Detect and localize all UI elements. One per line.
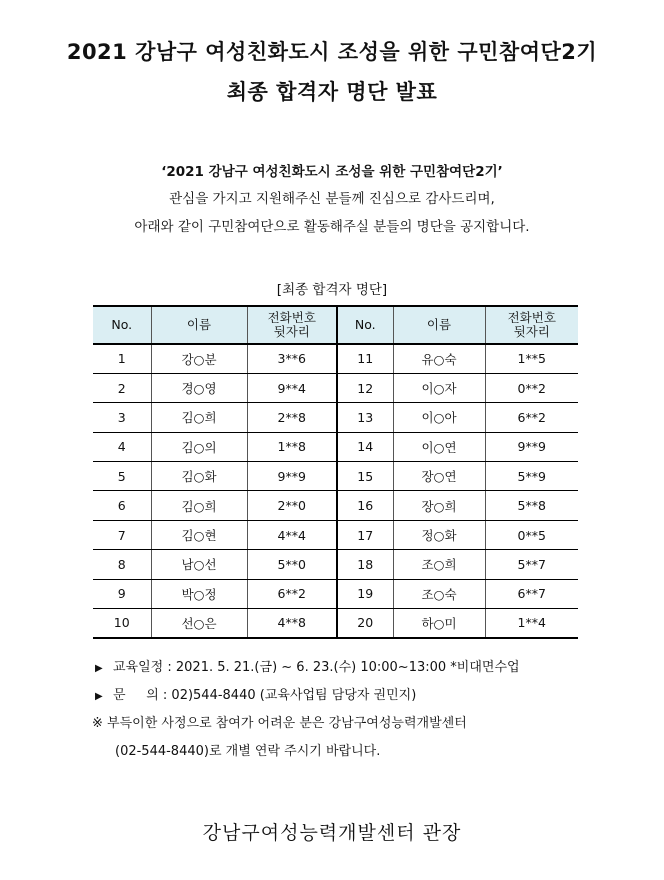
cell-name: 김○현 <box>151 520 247 549</box>
cell-name: 장○연 <box>393 462 485 491</box>
cell-no: 13 <box>337 403 393 432</box>
cell-no: 11 <box>337 344 393 373</box>
table-row <box>93 550 578 579</box>
cell-no: 8 <box>93 550 151 579</box>
table-row <box>93 373 578 402</box>
table-row <box>93 520 578 549</box>
cell-phone: 5**9 <box>485 462 578 491</box>
header-phone: 전화번호 뒷자리 <box>247 306 337 344</box>
cell-name: 강○분 <box>151 344 247 373</box>
intro-thanks: 관심을 가지고 지원해주신 분들께 진심으로 감사드리며, <box>169 191 495 207</box>
table-row <box>93 403 578 432</box>
cell-phone: 5**7 <box>485 550 578 579</box>
cell-name: 박○정 <box>151 579 247 608</box>
cell-no: 10 <box>93 609 151 638</box>
cell-name: 조○희 <box>393 550 485 579</box>
cell-phone: 4**8 <box>247 609 337 638</box>
cell-phone: 5**0 <box>247 550 337 579</box>
cell-no: 19 <box>337 579 393 608</box>
notice-line2: (02-544-8440)로 개별 연락 주시기 바랍니다. <box>115 744 381 759</box>
cell-name: 조○숙 <box>393 579 485 608</box>
document-title-line2: 최종 합격자 명단 발표 <box>226 80 438 104</box>
contact-info <box>95 684 416 703</box>
notice-line1: ※ 부득이한 사정으로 참여가 어려운 분은 강남구여성능력개발센터 <box>92 716 467 731</box>
cell-name: 장○희 <box>393 491 485 520</box>
cell-name: 선○은 <box>151 609 247 638</box>
cell-phone: 5**8 <box>485 491 578 520</box>
cell-name: 경○영 <box>151 373 247 402</box>
cell-name: 김○의 <box>151 432 247 461</box>
cell-phone: 2**0 <box>247 491 337 520</box>
triangle-bullet-icon: ▶ <box>95 691 103 702</box>
cell-no: 17 <box>337 520 393 549</box>
cell-no: 1 <box>93 344 151 373</box>
cell-phone: 9**4 <box>247 373 337 402</box>
cell-name: 김○희 <box>151 403 247 432</box>
table-row <box>93 432 578 461</box>
cell-phone: 6**7 <box>485 579 578 608</box>
intro-announcement: 아래와 같이 구민참여단으로 활동해주실 분들의 명단을 공지합니다. <box>134 219 530 235</box>
table-row <box>93 462 578 491</box>
cell-name: 남○선 <box>151 550 247 579</box>
cell-phone: 6**2 <box>485 403 578 432</box>
cell-name: 이○아 <box>393 403 485 432</box>
schedule-info <box>95 656 520 675</box>
schedule-text: 교육일정 : 2021. 5. 21.(금) ~ 6. 23.(수) 10:00~13:00 *비대면수업 <box>113 660 520 675</box>
cell-name: 유○숙 <box>393 344 485 373</box>
cell-name: 이○연 <box>393 432 485 461</box>
cell-phone: 4**4 <box>247 520 337 549</box>
triangle-bullet-icon: ▶ <box>95 663 103 674</box>
cell-no: 5 <box>93 462 151 491</box>
cell-no: 16 <box>337 491 393 520</box>
cell-phone: 3**6 <box>247 344 337 373</box>
cell-no: 20 <box>337 609 393 638</box>
cell-phone: 9**9 <box>247 462 337 491</box>
table-header-row <box>93 306 578 344</box>
cell-phone: 9**9 <box>485 432 578 461</box>
cell-name: 정○화 <box>393 520 485 549</box>
cell-no: 12 <box>337 373 393 402</box>
header-phone: 전화번호 뒷자리 <box>485 306 578 344</box>
roster-table <box>93 305 578 639</box>
header-name: 이름 <box>393 306 485 344</box>
contact-text: 문 의 : 02)544-8440 (교육사업팀 담당자 권민지) <box>113 688 417 703</box>
table-caption: [최종 합격자 명단] <box>276 282 388 298</box>
document-title-line1: 2021 강남구 여성친화도시 조성을 위한 구민참여단2기 <box>66 40 598 64</box>
cell-phone: 1**4 <box>485 609 578 638</box>
table-row <box>93 579 578 608</box>
cell-phone: 0**5 <box>485 520 578 549</box>
intro-program-name: ‘2021 강남구 여성친화도시 조성을 위한 구민참여단2기’ <box>161 164 503 180</box>
table-row <box>93 344 578 373</box>
cell-no: 15 <box>337 462 393 491</box>
table-row <box>93 491 578 520</box>
cell-no: 9 <box>93 579 151 608</box>
cell-no: 14 <box>337 432 393 461</box>
header-name: 이름 <box>151 306 247 344</box>
cell-no: 2 <box>93 373 151 402</box>
cell-phone: 6**2 <box>247 579 337 608</box>
table-row <box>93 609 578 638</box>
cell-no: 18 <box>337 550 393 579</box>
cell-phone: 2**8 <box>247 403 337 432</box>
cell-no: 6 <box>93 491 151 520</box>
cell-no: 7 <box>93 520 151 549</box>
cell-phone: 1**8 <box>247 432 337 461</box>
cell-phone: 0**2 <box>485 373 578 402</box>
cell-name: 김○희 <box>151 491 247 520</box>
cell-name: 하○미 <box>393 609 485 638</box>
cell-no: 4 <box>93 432 151 461</box>
cell-name: 김○화 <box>151 462 247 491</box>
header-no: No. <box>93 306 151 344</box>
cell-name: 이○자 <box>393 373 485 402</box>
header-no: No. <box>337 306 393 344</box>
signature-footer: 강남구여성능력개발센터 관장 <box>202 822 462 844</box>
cell-phone: 1**5 <box>485 344 578 373</box>
cell-no: 3 <box>93 403 151 432</box>
